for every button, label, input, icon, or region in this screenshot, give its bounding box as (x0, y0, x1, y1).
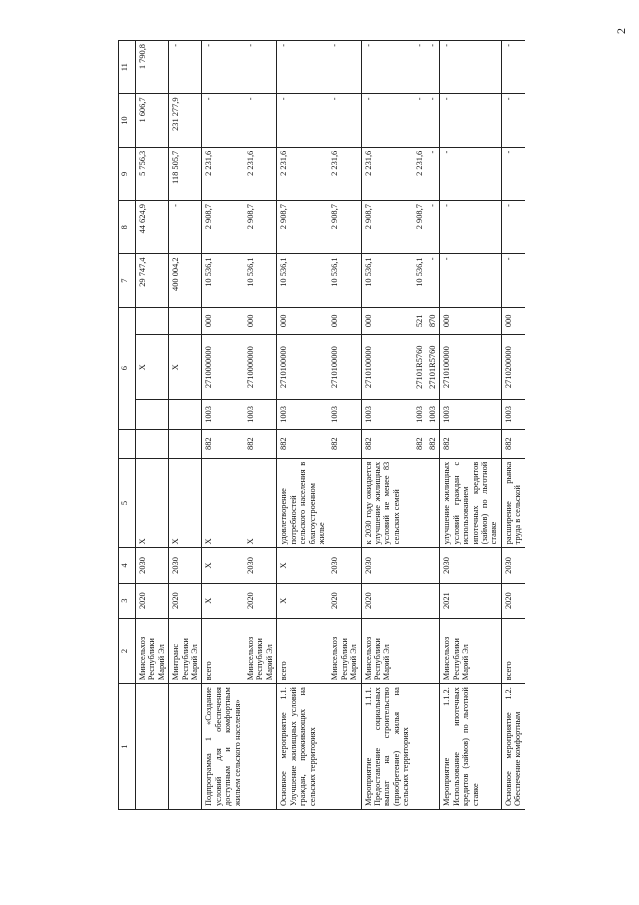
budget-table (118, 40, 525, 810)
cell-executor: всего (501, 618, 524, 683)
cell-value-9: 2 231,6 (361, 147, 413, 200)
cell-end-year: 2030 (501, 548, 524, 583)
cell-value-8: - (440, 201, 501, 254)
table-body (136, 41, 525, 810)
cell-vr: 870 (426, 307, 440, 334)
table-header-row (119, 41, 136, 810)
cell-value-10: - (328, 94, 361, 147)
cell-value-11: - (202, 41, 244, 94)
cell-value-7: 400 004,2 (169, 254, 202, 307)
cell-grbs: 882 (202, 429, 244, 458)
header-col-9: 9 (119, 147, 136, 200)
cell-end-year: 2030 (169, 548, 202, 583)
cell-name: Мероприятие 1.1.2. Использование ипотечных кредитов (займов) по льготной ставке (440, 684, 501, 810)
cell-grbs: 882 (244, 429, 277, 458)
cell-value-8: 2 908,7 (328, 201, 361, 254)
cell-csr: 2710100000 (328, 334, 361, 399)
cell-result: удовлетворение потребностей сельского населения в благоустроенном жилье (277, 458, 329, 548)
cell-value-9: 2 231,6 (413, 147, 426, 200)
cell-start-year: 2020 (361, 583, 413, 618)
cell-rzpr (136, 400, 169, 429)
cell-grbs (169, 429, 202, 458)
cell-grbs: 882 (277, 429, 329, 458)
cell-executor: Минсельхоз Республики Марий Эл (244, 618, 277, 683)
cell-name: Основное мероприятие 1.1. Улучшение жилищных условий граждан, проживающих на сельских территориях (277, 684, 329, 810)
header-col-6: 6 (119, 307, 136, 429)
cell-end-year (413, 548, 426, 583)
cell-csr: X (136, 334, 169, 399)
cell-vr: 000 (440, 307, 501, 334)
cell-rzpr: 1003 (202, 400, 244, 429)
cell-name (244, 684, 277, 810)
cell-value-11: - (501, 41, 524, 94)
cell-value-8: 2 908,7 (361, 201, 413, 254)
cell-rzpr: 1003 (501, 400, 524, 429)
cell-vr: 000 (244, 307, 277, 334)
cell-vr (136, 307, 169, 334)
cell-rzpr: 1003 (328, 400, 361, 429)
cell-value-11: - (277, 41, 329, 94)
cell-value-7: 29 747,4 (136, 254, 169, 307)
cell-executor: Минтранс Республики Марий Эл (169, 618, 202, 683)
cell-csr: 2710100000 (440, 334, 501, 399)
cell-end-year: 2030 (244, 548, 277, 583)
cell-name: Мероприятие 1.1.1. Предоставление социальных выплат на строительство (приобретение) жилья на сельских территориях (361, 684, 413, 810)
cell-end-year: X (202, 548, 244, 583)
cell-value-11: - (169, 41, 202, 94)
budget-table-sheet (118, 30, 638, 810)
cell-vr: 000 (328, 307, 361, 334)
cell-value-7: - (501, 254, 524, 307)
cell-grbs: 882 (361, 429, 413, 458)
cell-name (136, 684, 169, 810)
header-col-7: 7 (119, 254, 136, 307)
table-row (277, 41, 329, 810)
cell-end-year: 2030 (440, 548, 501, 583)
cell-start-year: X (202, 583, 244, 618)
cell-value-11: - (440, 41, 501, 94)
header-col-6a (119, 429, 136, 458)
cell-grbs: 882 (426, 429, 440, 458)
cell-start-year: X (277, 583, 329, 618)
cell-executor: Минсельхоз Республики Марий Эл (440, 618, 501, 683)
cell-end-year: X (277, 548, 329, 583)
cell-result (426, 458, 440, 548)
cell-grbs: 882 (440, 429, 501, 458)
header-col-10: 10 (119, 94, 136, 147)
cell-name (169, 684, 202, 810)
cell-value-9: 118 505,7 (169, 147, 202, 200)
cell-vr: 000 (501, 307, 524, 334)
cell-grbs: 882 (413, 429, 426, 458)
cell-grbs (136, 429, 169, 458)
cell-executor: Минсельхоз Республики Марий Эл (136, 618, 169, 683)
cell-csr: 2710000000 (202, 334, 244, 399)
cell-value-7: 10 536,1 (202, 254, 244, 307)
cell-result: расширение рынка труда в сельской (501, 458, 524, 548)
cell-csr: 2710000000 (244, 334, 277, 399)
cell-name (328, 684, 361, 810)
cell-value-10: 1 606,7 (136, 94, 169, 147)
cell-start-year: 2020 (169, 583, 202, 618)
cell-value-10: - (202, 94, 244, 147)
cell-executor: Минсельхоз Республики Марий Эл (361, 618, 413, 683)
cell-value-7: - (440, 254, 501, 307)
cell-csr: 27101R5760 (413, 334, 426, 399)
cell-value-11: - (426, 41, 440, 94)
cell-value-11: - (328, 41, 361, 94)
cell-end-year (426, 548, 440, 583)
cell-vr: 000 (202, 307, 244, 334)
cell-vr (169, 307, 202, 334)
cell-value-8: - (426, 201, 440, 254)
cell-vr: 000 (277, 307, 329, 334)
cell-rzpr (169, 400, 202, 429)
cell-csr: 2710200000 (501, 334, 524, 399)
cell-value-7: 10 536,1 (328, 254, 361, 307)
cell-value-10: - (440, 94, 501, 147)
cell-value-7: - (426, 254, 440, 307)
cell-rzpr: 1003 (413, 400, 426, 429)
cell-value-9: - (440, 147, 501, 200)
cell-result: X (202, 458, 244, 548)
header-col-4: 4 (119, 548, 136, 583)
cell-grbs: 882 (328, 429, 361, 458)
table-row (501, 41, 524, 810)
cell-executor: всего (277, 618, 329, 683)
cell-start-year: 2020 (328, 583, 361, 618)
cell-value-8: 2 908,7 (277, 201, 329, 254)
cell-value-11: 1 790,8 (136, 41, 169, 94)
cell-rzpr: 1003 (440, 400, 501, 429)
cell-end-year: 2030 (361, 548, 413, 583)
cell-value-10: - (501, 94, 524, 147)
cell-value-11: - (361, 41, 413, 94)
cell-value-8: 2 908,7 (413, 201, 426, 254)
cell-rzpr: 1003 (277, 400, 329, 429)
cell-start-year: 2021 (440, 583, 501, 618)
cell-result: к 2030 году ожидается улучшение жилищных условий не менее 83 сельских семей (361, 458, 413, 548)
cell-name (413, 684, 426, 810)
cell-value-9: 2 231,6 (244, 147, 277, 200)
cell-value-8: - (501, 201, 524, 254)
table-row (361, 41, 413, 810)
cell-value-10: 231 277,9 (169, 94, 202, 147)
cell-value-7: 10 536,1 (361, 254, 413, 307)
cell-value-8: - (169, 201, 202, 254)
cell-start-year (413, 583, 426, 618)
cell-result: X (244, 458, 277, 548)
header-col-5: 5 (119, 458, 136, 548)
cell-value-9: - (426, 147, 440, 200)
cell-value-9: 2 231,6 (202, 147, 244, 200)
table-row (136, 41, 169, 810)
header-col-11: 11 (119, 41, 136, 94)
header-col-1: 1 (119, 684, 136, 810)
cell-vr: 000 (361, 307, 413, 334)
cell-csr: X (169, 334, 202, 399)
cell-start-year: 2020 (501, 583, 524, 618)
table-row (413, 41, 426, 810)
cell-value-10: - (361, 94, 413, 147)
cell-start-year (426, 583, 440, 618)
cell-result: X (169, 458, 202, 548)
cell-value-7: 10 536,1 (244, 254, 277, 307)
table-row (440, 41, 501, 810)
cell-value-10: - (426, 94, 440, 147)
cell-value-10: - (244, 94, 277, 147)
cell-result: улучшение жилищных условий граждан с использованием ипотечных кредитов (займов) по льготной ставке (440, 458, 501, 548)
cell-value-9: - (501, 147, 524, 200)
cell-csr: 27101R5760 (426, 334, 440, 399)
cell-value-9: 5 756,3 (136, 147, 169, 200)
cell-value-7: 10 536,1 (413, 254, 426, 307)
cell-value-11: - (413, 41, 426, 94)
cell-name: Основное мероприятие 1.2. Обеспечение комфортным (501, 684, 524, 810)
cell-result: X (136, 458, 169, 548)
cell-executor (426, 618, 440, 683)
cell-value-9: 2 231,6 (328, 147, 361, 200)
table-row (244, 41, 277, 810)
cell-name (426, 684, 440, 810)
cell-value-10: - (277, 94, 329, 147)
table-row (328, 41, 361, 810)
cell-value-8: 2 908,7 (244, 201, 277, 254)
cell-start-year: 2020 (244, 583, 277, 618)
cell-result (328, 458, 361, 548)
cell-value-8: 2 908,7 (202, 201, 244, 254)
header-col-8: 8 (119, 201, 136, 254)
cell-result (413, 458, 426, 548)
cell-rzpr: 1003 (244, 400, 277, 429)
cell-value-9: 2 231,6 (277, 147, 329, 200)
cell-executor: Минсельхоз Республики Марий Эл (328, 618, 361, 683)
cell-rzpr: 1003 (426, 400, 440, 429)
cell-start-year: 2020 (136, 583, 169, 618)
table-row (202, 41, 244, 810)
cell-end-year: 2030 (136, 548, 169, 583)
cell-executor (413, 618, 426, 683)
header-col-3: 3 (119, 583, 136, 618)
header-col-2: 2 (119, 618, 136, 683)
cell-rzpr: 1003 (361, 400, 413, 429)
cell-executor: всего (202, 618, 244, 683)
table-row (169, 41, 202, 810)
cell-value-7: 10 536,1 (277, 254, 329, 307)
table-row (426, 41, 440, 810)
cell-value-11: - (244, 41, 277, 94)
cell-value-8: 44 624,9 (136, 201, 169, 254)
cell-csr: 2710100000 (277, 334, 329, 399)
cell-name: Подпрограмма 1 «Создание условий для обеспечения доступным и комфортным жильем сельского населения» (202, 684, 244, 810)
cell-csr: 2710100000 (361, 334, 413, 399)
cell-end-year: 2030 (328, 548, 361, 583)
cell-value-10: - (413, 94, 426, 147)
cell-grbs: 882 (501, 429, 524, 458)
cell-vr: 521 (413, 307, 426, 334)
page-number: 2 (614, 28, 628, 34)
